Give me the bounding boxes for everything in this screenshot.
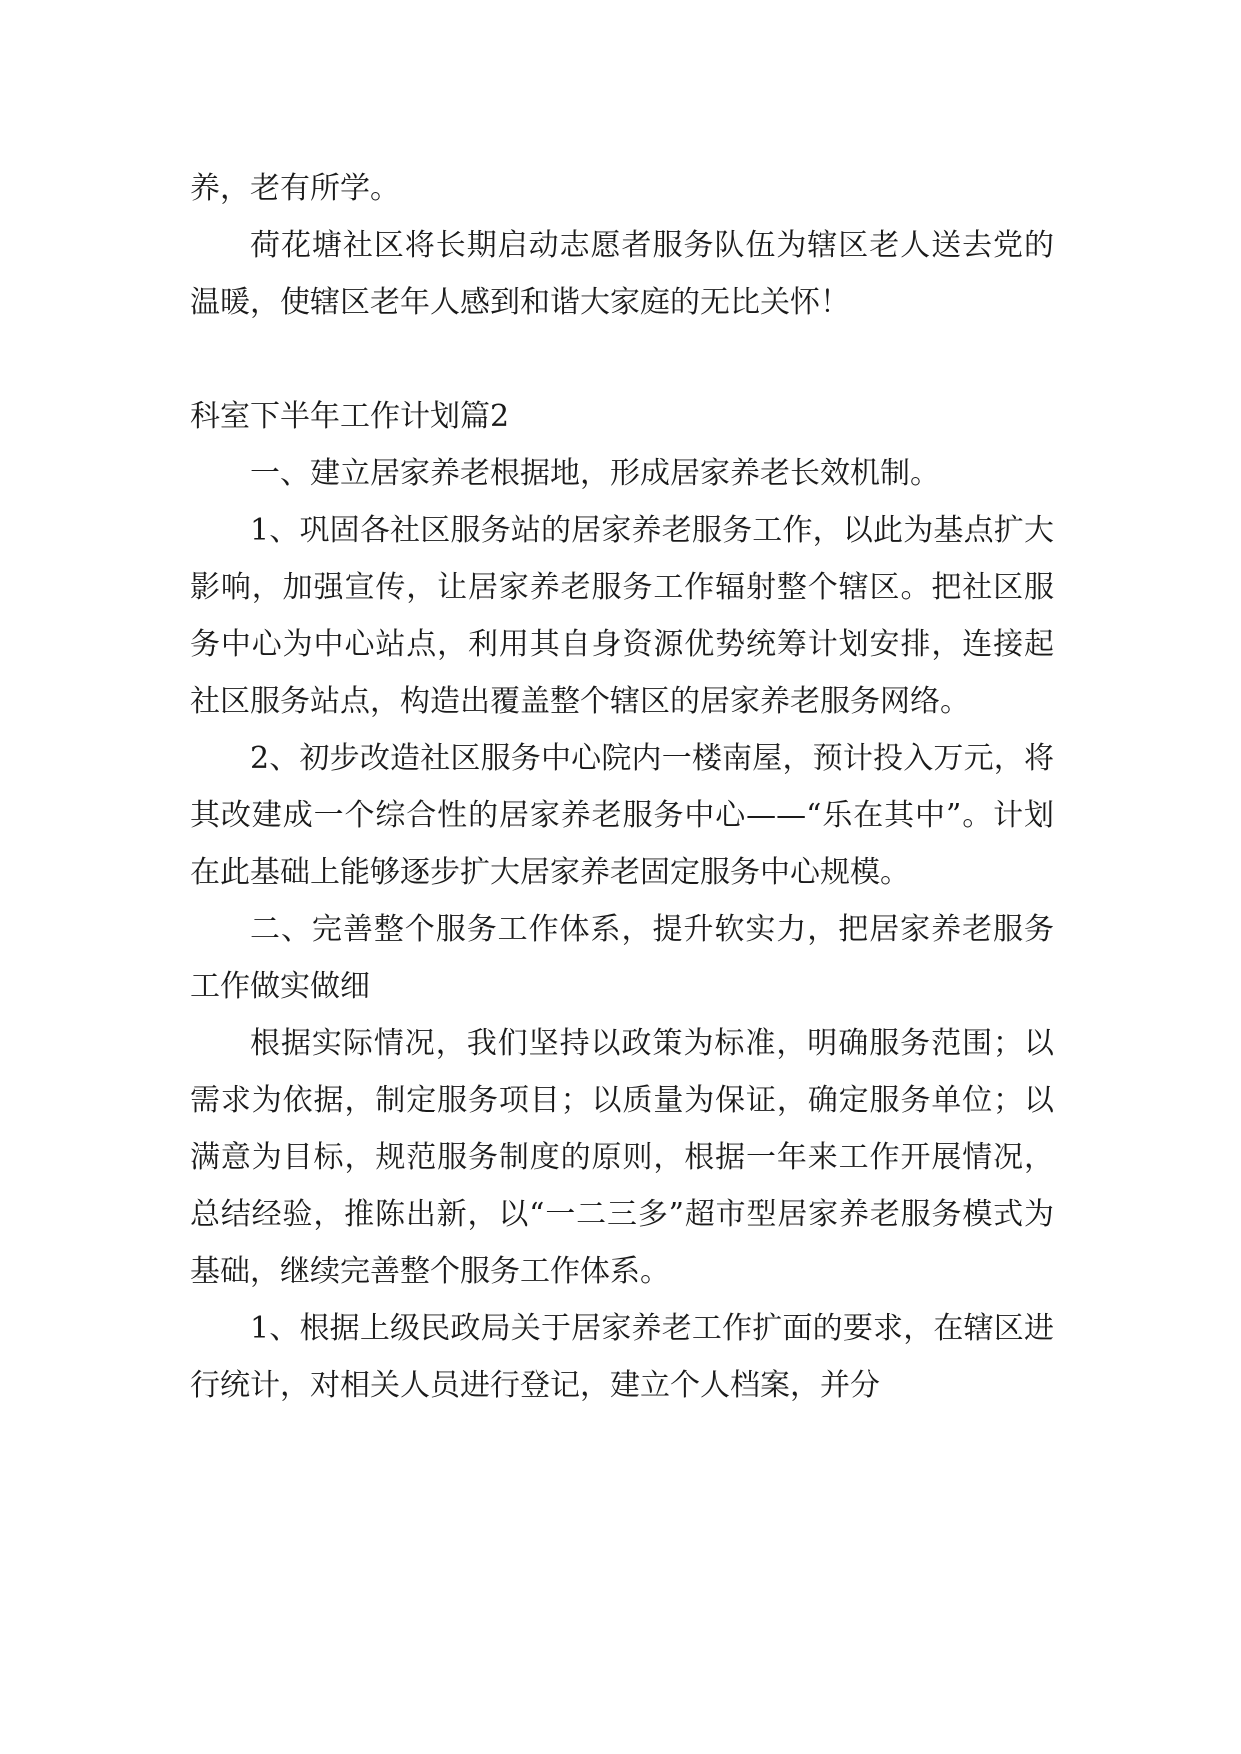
section-heading: 科室下半年工作计划篇2 [190, 399, 510, 434]
paragraph: 根据实际情况，我们坚持以政策为标准，明确服务范围；以需求为依据，制定服务项目；以质量为保证，确定服务单位；以满意为目标，规范服务制度的原则，根据一年来工作开展情况，总结经验，推陈出新，以“一二三多”超市型居家养老服务模式为基础，继续完善整个服务工作体系。 [190, 1026, 1054, 1289]
document-body [190, 160, 1054, 1414]
paragraph: 养，老有所学。 [190, 171, 400, 206]
paragraph: 1、巩固各社区服务站的居家养老服务工作，以此为基点扩大影响，加强宣传，让居家养老服务工作辐射整个辖区。把社区服务中心为中心站点，利用其自身资源优势统筹计划安排，连接起社区服务站点，构造出覆盖整个辖区的居家养老服务网络。 [190, 513, 1054, 719]
paragraph: 2、初步改造社区服务中心院内一楼南屋，预计投入万元，将其改建成一个综合性的居家养老服务中心——“乐在其中”。计划在此基础上能够逐步扩大居家养老固定服务中心规模。 [190, 741, 1054, 890]
paragraph: 荷花塘社区将长期启动志愿者服务队伍为辖区老人送去党的温暖，使辖区老年人感到和谐大家庭的无比关怀！ [190, 228, 1054, 320]
paragraph: 1、根据上级民政局关于居家养老工作扩面的要求，在辖区进行统计，对相关人员进行登记，建立个人档案，并分 [190, 1311, 1054, 1403]
paragraph: 二、完善整个服务工作体系，提升软实力，把居家养老服务工作做实做细 [190, 912, 1054, 1004]
paragraph: 一、建立居家养老根据地，形成居家养老长效机制。 [250, 456, 940, 491]
